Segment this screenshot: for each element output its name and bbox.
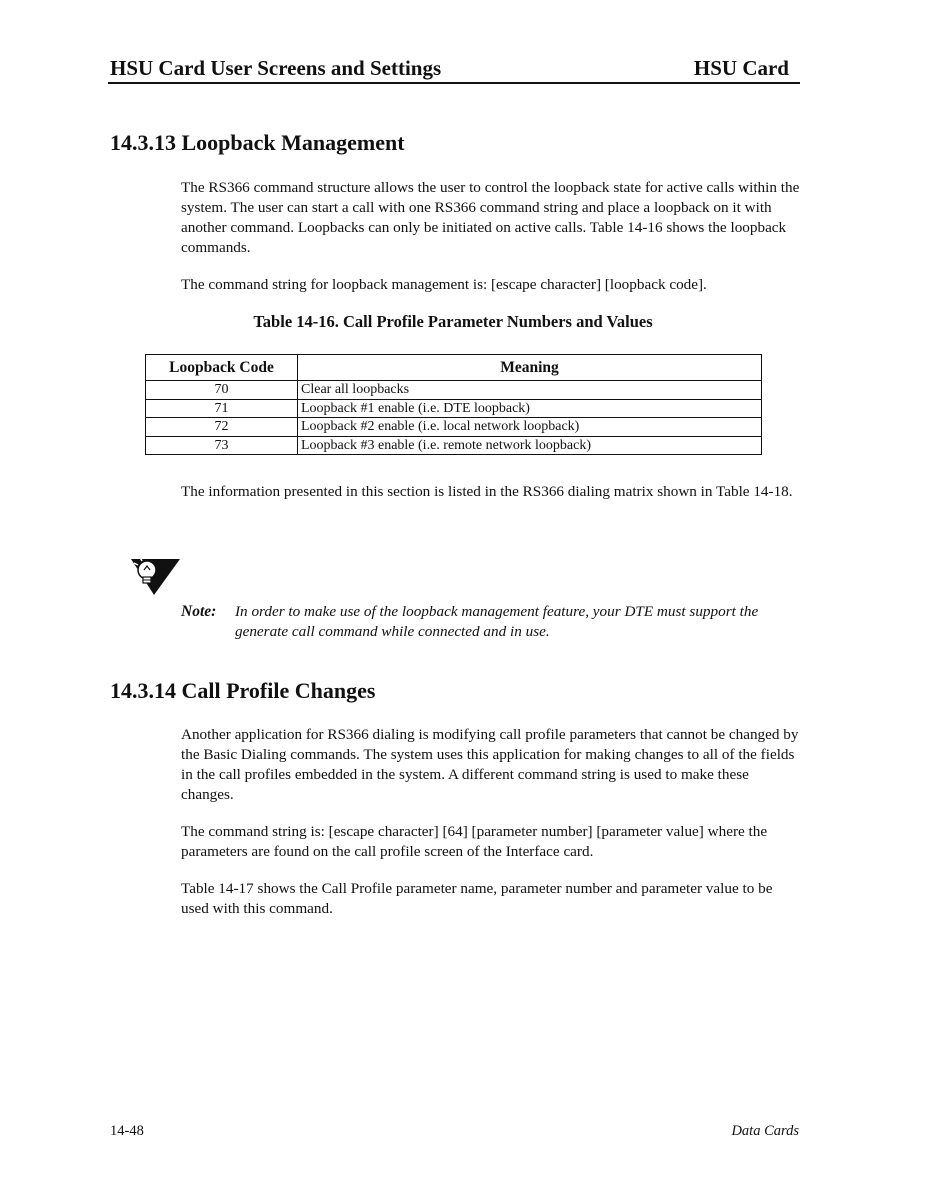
loopback-meaning-cell: Loopback #1 enable (i.e. DTE loopback) bbox=[298, 399, 762, 418]
column-header-meaning: Meaning bbox=[298, 355, 762, 381]
table-row bbox=[146, 418, 762, 437]
table-header-row bbox=[146, 355, 762, 381]
running-header-left: HSU Card User Screens and Settings bbox=[110, 56, 442, 80]
loopback-code-cell: 72 bbox=[146, 418, 298, 437]
note-text: In order to make use of the loopback management feature, your DTE must support the generate call command while connected and in use. bbox=[235, 603, 759, 640]
table-row bbox=[146, 399, 762, 418]
loopback-meaning-cell: Clear all loopbacks bbox=[298, 381, 762, 400]
loopback-code-cell: 70 bbox=[146, 381, 298, 400]
section-title-loopback: 14.3.13 Loopback Management bbox=[110, 130, 405, 155]
table-row bbox=[146, 436, 762, 455]
lightbulb-note-icon bbox=[128, 551, 182, 597]
loopback-code-cell: 71 bbox=[146, 399, 298, 418]
loopback-meaning-cell: Loopback #2 enable (i.e. local network loopback) bbox=[298, 418, 762, 437]
footer-chapter-title: Data Cards bbox=[731, 1123, 799, 1139]
table-row bbox=[146, 381, 762, 400]
loopback-intro-paragraph: The RS366 command structure allows the user to control the loopback state for active calls within the system. The user can start a call with one RS366 command string and place a loopback on it with another command. Loopbacks can only be initiated on active calls. Table 14-16 shows the loopback commands. bbox=[181, 179, 800, 256]
table-caption: Table 14-16. Call Profile Parameter Numbers and Values bbox=[253, 312, 653, 331]
section-title-call-profile: 14.3.14 Call Profile Changes bbox=[110, 678, 376, 703]
call-profile-table-reference-paragraph: Table 14-17 shows the Call Profile parameter name, parameter number and parameter value to be used with this command. bbox=[181, 880, 773, 917]
call-profile-intro-paragraph: Another application for RS366 dialing is modifying call profile parameters that cannot be changed by the Basic Dialing commands. The system uses this application for making changes to all of the fields in the call profiles embedded in the system. A different command string is used to make these changes. bbox=[181, 726, 799, 803]
running-header-right: HSU Card bbox=[693, 56, 789, 80]
loopback-command-paragraph: The command string for loopback management is: [escape character] [loopback code]. bbox=[181, 276, 707, 293]
note-label: Note: bbox=[181, 603, 217, 620]
loopback-code-cell: 73 bbox=[146, 436, 298, 455]
loopback-meaning-cell: Loopback #3 enable (i.e. remote network loopback) bbox=[298, 436, 762, 455]
header-rule bbox=[108, 82, 800, 84]
page-number: 14-48 bbox=[110, 1123, 144, 1139]
column-header-code: Loopback Code bbox=[146, 355, 298, 381]
matrix-reference-paragraph: The information presented in this section is listed in the RS366 dialing matrix shown in Table 14-18. bbox=[181, 483, 793, 500]
loopback-code-table bbox=[145, 354, 762, 455]
call-profile-command-paragraph: The command string is: [escape character] [64] [parameter number] [parameter value] where the parameters are found on the call profile screen of the Interface card. bbox=[181, 823, 768, 860]
